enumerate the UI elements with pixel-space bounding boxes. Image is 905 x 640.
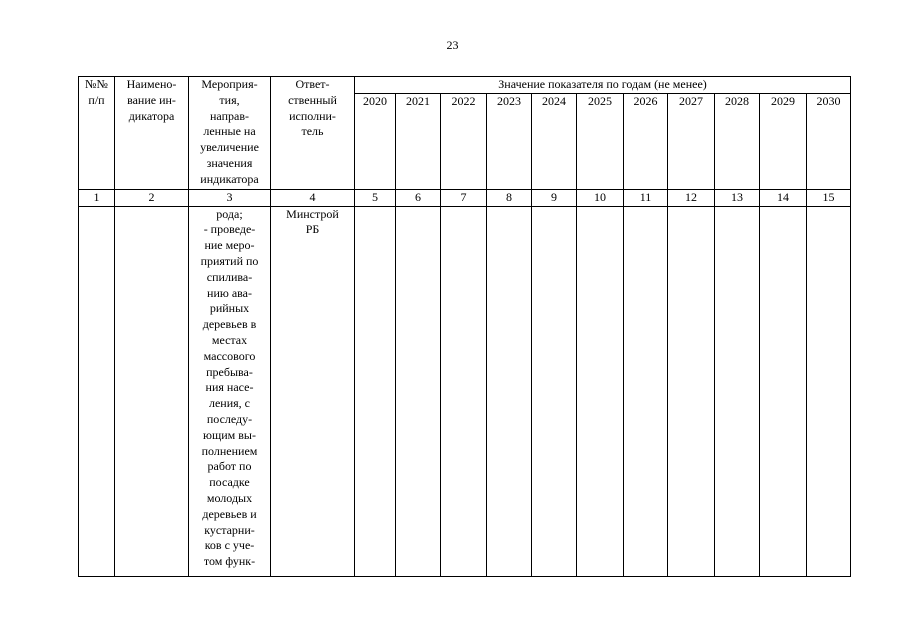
measures-text-line: молодых (206, 490, 253, 505)
measures-text-line: - проведе- (203, 222, 256, 237)
measures-text-line: приятий по (200, 253, 259, 268)
column-number-cell: 10 (577, 189, 624, 206)
year-cell: 2024 (532, 93, 577, 189)
column-number-cell: 14 (760, 189, 807, 206)
measures-text-line: ние меро- (204, 238, 255, 253)
column-number-cell: 1 (79, 189, 115, 206)
column-number-cell: 11 (624, 189, 668, 206)
column-number-cell: 12 (668, 189, 715, 206)
year-cell: 2029 (760, 93, 807, 189)
header-text-line: значения (206, 155, 253, 170)
value-cell-2025 (577, 206, 624, 576)
year-cell: 2020 (355, 93, 396, 189)
header-text-line: ленные на (203, 124, 256, 139)
year-cell: 2027 (668, 93, 715, 189)
header-text-line: п/п (88, 92, 105, 107)
year-cell: 2025 (577, 93, 624, 189)
responsible-cell (271, 206, 355, 576)
measures-text-line: рийных (209, 301, 250, 316)
value-cell-2020 (355, 206, 396, 576)
measures-text-line: ющим вы- (203, 427, 256, 442)
responsible-text-line: РБ (305, 222, 320, 237)
measures-text-line: работ по (207, 459, 252, 474)
measures-text-line: местах (211, 332, 248, 347)
measures-cell (189, 206, 271, 576)
measures-text-line: пребыва- (206, 364, 253, 379)
value-cell-2022 (441, 206, 487, 576)
measures-text-line: нию ава- (207, 285, 252, 300)
measures-text-line: полнением (201, 443, 258, 458)
column-number-cell: 4 (271, 189, 355, 206)
measures-text-line: том функ- (203, 554, 256, 569)
indicator-name-cell (115, 206, 189, 576)
header-years-group: Значение показателя по годам (не менее) (355, 77, 851, 94)
measures-text-line: массового (203, 348, 256, 363)
measures-text-line: ния насе- (205, 380, 254, 395)
header-col-measures (189, 77, 271, 190)
header-text-line: индикатора (200, 171, 259, 186)
header-text-line: исполни- (289, 108, 336, 123)
measures-text-line: ков с уче- (204, 538, 255, 553)
column-number-cell: 2 (115, 189, 189, 206)
column-number-cell: 5 (355, 189, 396, 206)
value-cell-2029 (760, 206, 807, 576)
year-cell: 2022 (441, 93, 487, 189)
column-number-cell: 9 (532, 189, 577, 206)
header-text-line: ственный (288, 92, 337, 107)
row-number-cell (79, 206, 115, 576)
header-text-line: Ответ- (295, 77, 330, 91)
value-cell-2028 (715, 206, 760, 576)
measures-text-line: кустарни- (204, 522, 255, 537)
header-text-line: тия, (219, 92, 240, 107)
measures-text-line: деревьев и (202, 506, 257, 521)
measures-text-line: спилива- (206, 269, 253, 284)
measures-text-line: последу- (206, 411, 253, 426)
year-cell: 2028 (715, 93, 760, 189)
column-number-cell: 6 (396, 189, 441, 206)
table-row (79, 206, 851, 576)
header-text-line: дикатора (128, 108, 175, 123)
page-number: 23 (446, 38, 459, 52)
header-text-line: №№ (85, 77, 108, 91)
value-cell-2021 (396, 206, 441, 576)
column-number-cell: 7 (441, 189, 487, 206)
column-number-cell: 13 (715, 189, 760, 206)
column-number-row (79, 189, 851, 206)
header-row-1 (79, 77, 851, 94)
column-number-cell: 15 (807, 189, 851, 206)
value-cell-2026 (624, 206, 668, 576)
column-number-cell: 3 (189, 189, 271, 206)
header-col-indicator-name (115, 77, 189, 190)
measures-text-line: рода; (216, 206, 243, 221)
header-text-line: вание ин- (127, 92, 176, 107)
measures-text-line: деревьев в (202, 317, 257, 332)
header-col-number (79, 77, 115, 190)
measures-text-line: посадке (209, 475, 250, 490)
header-col-responsible (271, 77, 355, 190)
header-text-line: тель (301, 124, 324, 139)
year-cell: 2021 (396, 93, 441, 189)
header-text-line: Наимено- (126, 77, 177, 91)
value-cell-2030 (807, 206, 851, 576)
year-cell: 2023 (487, 93, 532, 189)
indicator-table (78, 76, 851, 577)
header-text-line: Мероприя- (201, 77, 258, 91)
year-cell: 2026 (624, 93, 668, 189)
value-cell-2024 (532, 206, 577, 576)
responsible-text-line: Минстрой (286, 206, 339, 221)
column-number-cell: 8 (487, 189, 532, 206)
header-text-line: направ- (210, 108, 249, 123)
header-text-line: увеличение (200, 140, 259, 155)
value-cell-2027 (668, 206, 715, 576)
measures-text-line: ления, с (208, 396, 250, 411)
year-cell: 2030 (807, 93, 851, 189)
value-cell-2023 (487, 206, 532, 576)
